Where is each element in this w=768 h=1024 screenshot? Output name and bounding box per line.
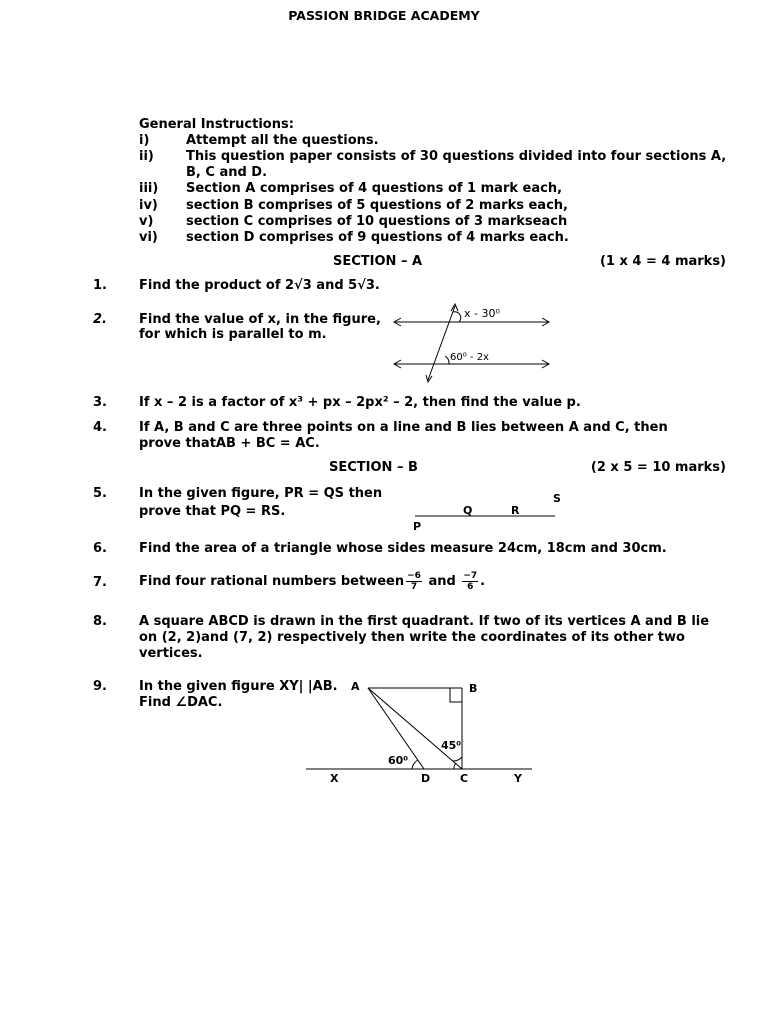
point-s-label: S xyxy=(553,492,561,505)
instruction-text: Attempt all the questions. xyxy=(186,133,379,148)
question-number: 9. xyxy=(93,679,107,694)
instruction-number: i) xyxy=(139,133,150,148)
question-number: 8. xyxy=(93,614,107,629)
q9-geometry-figure xyxy=(300,672,540,792)
right-angle-marker xyxy=(450,688,462,702)
point-x-label: X xyxy=(330,772,339,785)
instruction-text: section B comprises of 5 questions of 2 marks each, xyxy=(186,198,568,213)
section-a-marks: (1 x 4 = 4 marks) xyxy=(599,254,726,269)
question-text: Find the value of x, in the figure, xyxy=(139,312,381,327)
angle-arc-c xyxy=(454,763,456,769)
question-text: A square ABCD is drawn in the first quadrant. If two of its vertices A and B lie xyxy=(139,614,710,629)
question-text: Find the area of a triangle whose sides measure 24cm, 18cm and 30cm. xyxy=(139,541,667,556)
section-b-marks: (2 x 5 = 10 marks) xyxy=(590,460,726,475)
instruction-text: section D comprises of 9 questions of 4 marks each. xyxy=(186,230,569,245)
angle-60-label: 60⁰ xyxy=(388,754,409,767)
fraction-1-numerator: −6 xyxy=(407,571,421,581)
question-text: In the given figure, PR = QS then xyxy=(139,486,383,501)
point-d-label: D xyxy=(421,772,431,785)
question-number: 6. xyxy=(93,541,107,556)
page-title: PASSION BRIDGE ACADEMY xyxy=(288,8,480,23)
question-text-continued: Find ∠DAC. xyxy=(139,695,223,710)
q5-line-segment-figure xyxy=(405,488,570,536)
question-text-continued: prove that PQ = RS. xyxy=(139,504,286,519)
point-b-label: B xyxy=(469,682,478,695)
question-text: If x – 2 is a factor of x³ + px – 2px² – 2, then find the value p. xyxy=(139,395,581,410)
question-text-continued: for which is parallel to m. xyxy=(139,327,327,342)
question-text-continued: on (2, 2)and (7, 2) respectively then write the coordinates of its other two xyxy=(139,630,685,645)
point-c-label: C xyxy=(460,772,469,785)
point-y-label: Y xyxy=(514,772,522,785)
question-number: 7. xyxy=(93,575,107,590)
angle-45-label: 45⁰ xyxy=(441,739,462,752)
instruction-number: ii) xyxy=(139,149,154,164)
fraction-1 xyxy=(406,571,422,592)
instruction-text: Section A comprises of 4 questions of 1 mark each, xyxy=(186,181,563,196)
section-b-title: SECTION – B xyxy=(329,460,418,475)
angle-label-bottom: 60⁰ - 2x xyxy=(450,352,489,363)
instruction-number: v) xyxy=(139,214,154,229)
instruction-number: vi) xyxy=(139,230,158,245)
angle-arc-top xyxy=(453,312,461,322)
instruction-number: iii) xyxy=(139,181,159,196)
fraction-2-numerator: −7 xyxy=(463,571,478,581)
angle-label-top: x - 30⁰ xyxy=(464,307,500,320)
question-number: 4. xyxy=(93,420,107,435)
point-p-label: P xyxy=(413,520,422,533)
angle-arc-45 xyxy=(453,757,462,761)
fraction-1-denominator: 7 xyxy=(410,582,418,592)
instruction-text: section C comprises of 10 questions of 3 markseach xyxy=(186,214,568,229)
instruction-text: This question paper consists of 30 questions divided into four sections A, xyxy=(186,149,727,164)
q2-parallel-lines-figure xyxy=(385,298,560,388)
question-text: In the given figure XY| |AB. xyxy=(139,679,338,694)
fraction-2 xyxy=(462,571,478,592)
point-r-label: R xyxy=(511,504,520,517)
point-a-label: A xyxy=(351,680,360,693)
question-text xyxy=(139,567,485,597)
transversal xyxy=(428,306,455,380)
instruction-number: iv) xyxy=(139,198,158,213)
question-number: 1. xyxy=(93,278,107,293)
question-text: If A, B and C are three points on a line and B lies between A and C, then xyxy=(139,420,668,435)
question-text: Find the product of 2√3 and 5√3. xyxy=(139,278,380,293)
question-number: 5. xyxy=(93,486,107,501)
angle-arc-bottom xyxy=(445,356,449,364)
section-a-title: SECTION – A xyxy=(333,254,423,269)
point-q-label: Q xyxy=(463,504,473,517)
instructions-heading: General Instructions: xyxy=(139,117,294,132)
sentence-end: . xyxy=(480,574,486,589)
instruction-text-continued: B, C and D. xyxy=(186,165,268,180)
question-text-continued: vertices. xyxy=(139,646,203,661)
question-text-continued: prove thatAB + BC = AC. xyxy=(139,436,320,451)
fraction-2-denominator: 6 xyxy=(467,582,474,592)
question-number: 3. xyxy=(93,395,107,410)
question-number: 2. xyxy=(93,312,107,327)
question-text-main: Find four rational numbers between xyxy=(139,574,405,589)
conjunction: and xyxy=(428,574,456,589)
angle-arc-60 xyxy=(412,760,418,769)
